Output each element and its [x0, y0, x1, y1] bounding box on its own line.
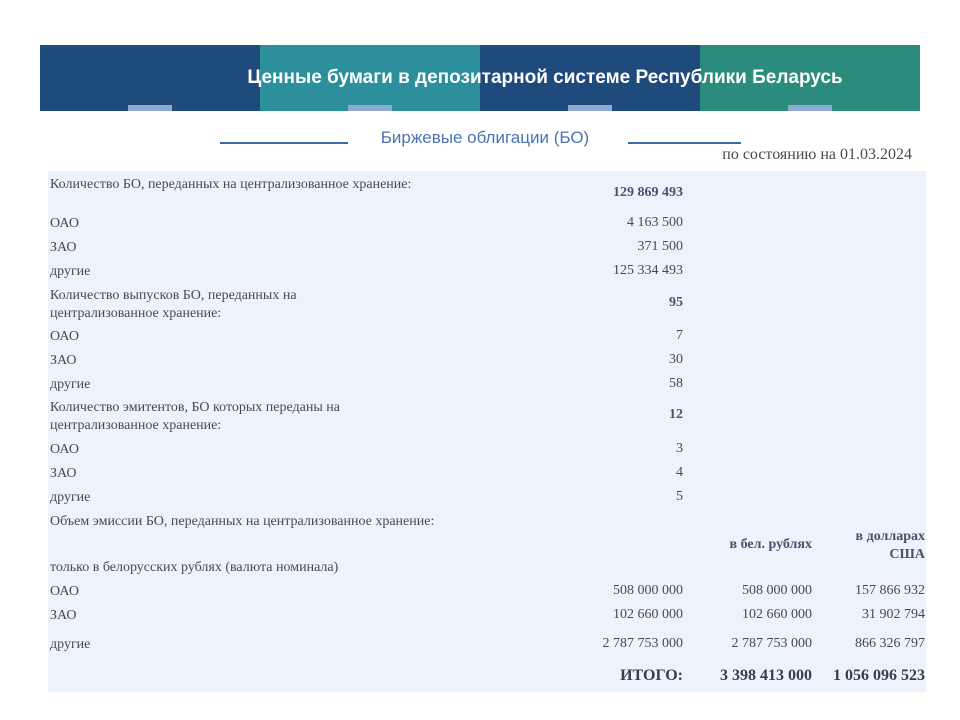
row-value: 7: [676, 328, 683, 343]
table-row: [48, 399, 926, 437]
row-label: ЗАО: [50, 353, 77, 368]
row-label: ЗАО: [50, 240, 77, 255]
row-value-byn: 102 660 000: [742, 607, 812, 622]
table-row: [48, 287, 926, 325]
row-value-usd: 157 866 932: [855, 583, 925, 598]
as-of-date: по состоянию на 01.03.2024: [722, 146, 912, 163]
section-subtitle: Биржевые облигации (БО): [380, 128, 590, 147]
row-value: 30: [669, 352, 683, 367]
total-label: ИТОГО:: [620, 667, 683, 684]
row-value: 125 334 493: [613, 263, 683, 278]
row-value-byn: 2 787 753 000: [731, 636, 812, 651]
row-label: другие: [50, 490, 91, 505]
row-label: Количество выпусков БО, переданных на централизованное хранение:: [50, 288, 297, 321]
currency-note: только в белорусских рублях (валюта номинала): [50, 560, 339, 575]
row-value: 2 787 753 000: [602, 636, 683, 651]
row-value-usd: 866 326 797: [855, 636, 925, 651]
row-label: Объем эмиссии БО, переданных на централизованное хранение:: [50, 514, 435, 529]
subtitle-rule-right: [628, 142, 741, 144]
row-total: 95: [669, 295, 683, 310]
page-title: Ценные бумаги в депозитарной системе Республики Беларусь: [247, 67, 843, 88]
column-header-byn: в бел. рублях: [729, 537, 812, 552]
row-label: ОАО: [50, 442, 79, 457]
total-byn: 3 398 413 000: [720, 667, 812, 684]
row-label: ОАО: [50, 584, 79, 599]
row-value: 4 163 500: [627, 215, 683, 230]
row-label: ЗАО: [50, 608, 77, 623]
row-label: другие: [50, 264, 91, 279]
row-value: 508 000 000: [613, 583, 683, 598]
table-row: [48, 513, 926, 583]
row-value-usd: 31 902 794: [862, 607, 925, 622]
row-total: 129 869 493: [613, 185, 683, 200]
row-value: 3: [676, 441, 683, 456]
bonds-table: [48, 171, 926, 692]
row-label: ОАО: [50, 216, 79, 231]
row-label: другие: [50, 377, 91, 392]
table-row: [48, 174, 926, 212]
row-value-byn: 508 000 000: [742, 583, 812, 598]
row-label: Количество эмитентов, БО которых переданы на централизованное хранение:: [50, 400, 340, 433]
row-value: 5: [676, 489, 683, 504]
row-value: 371 500: [637, 239, 683, 254]
row-label: другие: [50, 637, 91, 652]
row-value: 4: [676, 465, 683, 480]
row-label: ОАО: [50, 329, 79, 344]
column-header-usd: в долларах США: [855, 529, 925, 562]
row-label: ЗАО: [50, 466, 77, 481]
row-label: Количество БО, переданных на централизованное хранение:: [50, 177, 412, 192]
header-banner: [40, 45, 920, 111]
row-total: 12: [669, 407, 683, 422]
total-usd: 1 056 096 523: [833, 667, 925, 684]
row-value: 58: [669, 376, 683, 391]
row-value: 102 660 000: [613, 607, 683, 622]
